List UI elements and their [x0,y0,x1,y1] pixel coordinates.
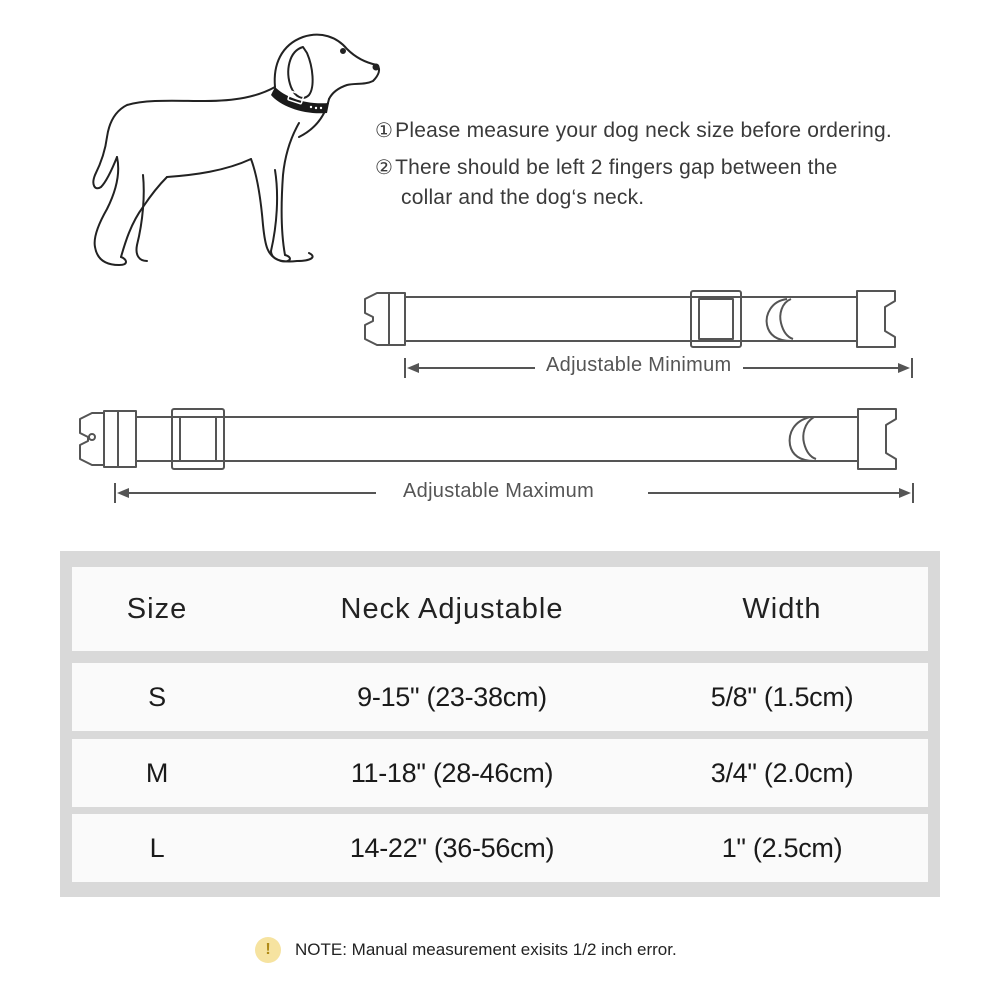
adjustable-maximum-label: Adjustable Maximum [393,480,604,503]
cell-width: 1" (2.5cm) [721,832,843,863]
collar-strap [405,297,857,341]
table-row [72,739,928,807]
instruction-1 [375,116,892,146]
warning-icon: ! [255,937,281,963]
dog-collar [271,87,329,113]
note-text: NOTE: Manual measurement exisits 1/2 inch error. [295,940,677,959]
buckle-male [858,409,896,469]
cell-size: S [148,681,166,712]
dog-illustration [85,25,385,275]
instruction-2-number: ② [375,157,394,179]
instruction-1-text: Please measure your dog neck size before ordering. [395,119,892,142]
cell-width: 3/4" (2.0cm) [710,757,854,788]
adjustable-minimum-label: Adjustable Minimum [536,354,741,377]
instruction-1-number: ① [375,120,394,142]
cell-neck-adjustable: 11-18" (28-46cm) [350,757,554,788]
cell-neck-adjustable: 9-15" (23-38cm) [357,681,547,712]
cell-neck-adjustable: 14-22" (36-56cm) [349,832,555,863]
header-size: Size [126,592,188,625]
buckle-female [365,293,389,345]
size-table [60,551,940,897]
table-row [72,814,928,882]
cell-width: 5/8" (1.5cm) [710,681,854,712]
table-header-row [72,567,928,651]
header-width: Width [742,592,822,625]
header-neck-adjustable: Neck Adjustable [340,592,564,625]
cell-size: M [145,757,169,788]
buckle-male [857,291,895,347]
cell-size: L [149,832,165,863]
collar-strap [136,417,858,461]
measurement-note [255,936,677,964]
instruction-2 [375,153,935,213]
instruction-2-text-line1: There should be left 2 fingers gap between the [395,156,838,179]
instruction-2-text-line2: collar and the dog‘s neck. [401,186,645,209]
table-row [72,663,928,731]
